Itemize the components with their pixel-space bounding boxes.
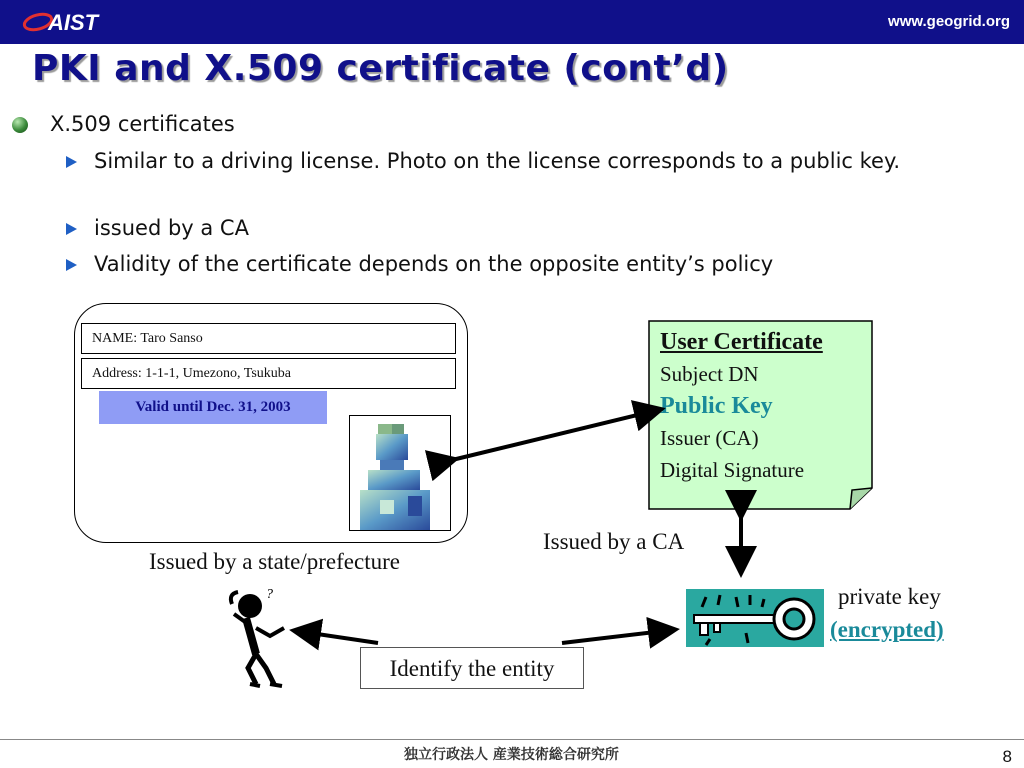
certificate-issuer: Issuer (CA) — [660, 426, 759, 450]
site-url[interactable]: www.geogrid.org — [888, 13, 1010, 30]
identify-to-person-arrow — [297, 631, 378, 643]
encrypted-label: (encrypted) — [830, 617, 944, 642]
identify-entity-box: Identify the entity — [360, 647, 584, 689]
identify-to-key-arrow — [562, 630, 672, 643]
svg-text:?: ? — [266, 587, 273, 602]
sub-bullet-text: Similar to a driving license. Photo on the license corresponds to a public key. — [94, 149, 901, 173]
certificate-public-key: Public Key — [660, 393, 773, 419]
issued-by-state-label: Issued by a state/prefecture — [149, 549, 400, 574]
footer-divider — [0, 739, 1024, 740]
sub-bullet-text: issued by a CA — [94, 216, 249, 240]
license-valid-badge: Valid until Dec. 31, 2003 — [99, 391, 327, 424]
license-address-field: Address: 1-1-1, Umezono, Tsukuba — [81, 358, 456, 389]
license-name-field: NAME: Taro Sanso — [81, 323, 456, 354]
page-number: 8 — [1002, 747, 1012, 766]
slide-title: PKI and X.509 certificate (cont’d) — [32, 48, 729, 89]
photo-to-key-arrow — [452, 410, 658, 460]
certificate-signature: Digital Signature — [660, 458, 805, 482]
private-key-label: private key — [838, 584, 941, 609]
bullet-main-text: X.509 certificates — [50, 112, 235, 136]
certificate-title: User Certificate — [660, 329, 823, 355]
logo-text: AIST — [48, 10, 99, 35]
issued-by-ca-label: Issued by a CA — [543, 529, 685, 554]
footer-org-logo: 独立行政法人 産業技術総合研究所 — [404, 747, 619, 763]
sub-bullet-text: Validity of the certificate depends on the opposite entity’s policy — [94, 252, 774, 276]
certificate-subject-dn: Subject DN — [660, 362, 759, 386]
